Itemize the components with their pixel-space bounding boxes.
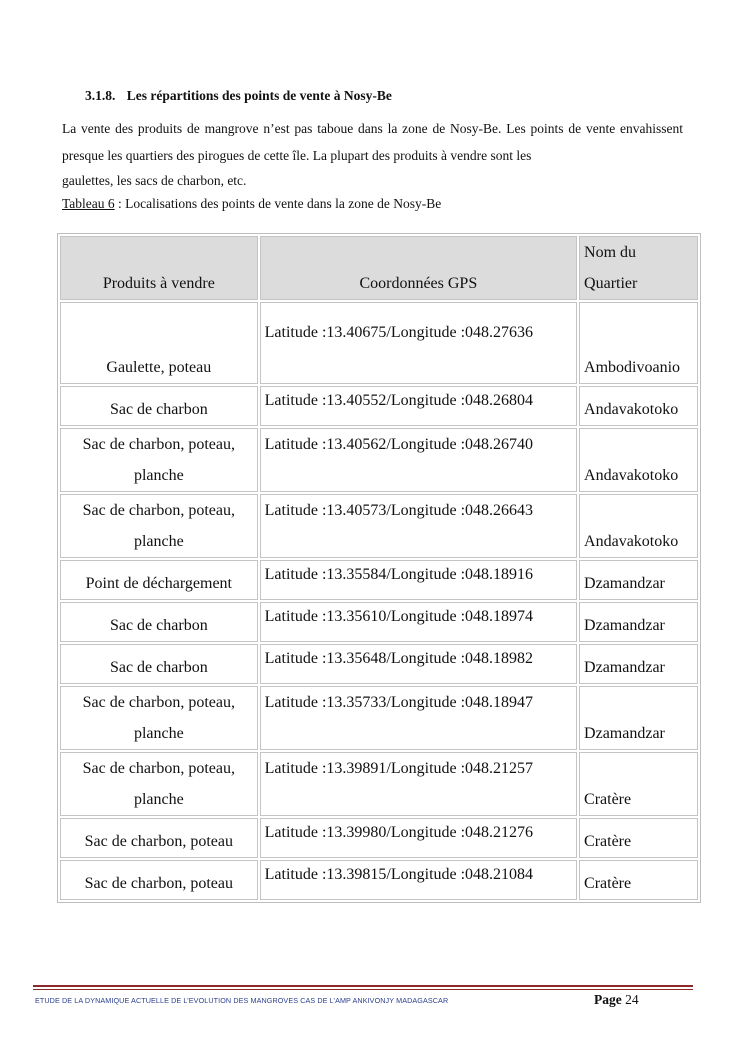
footer-rule-thin xyxy=(33,989,693,990)
cell-gps: Latitude :13.40552/Longitude :048.26804 xyxy=(260,386,577,426)
table-ref: Tableau 6 xyxy=(62,196,115,211)
cell-product: Sac de charbon, poteau xyxy=(60,818,258,858)
cell-product: Gaulette, poteau xyxy=(60,302,258,384)
header-product: Produits à vendre xyxy=(60,236,258,300)
cell-gps: Latitude :13.39980/Longitude :048.21276 xyxy=(260,818,577,858)
header-gps: Coordonnées GPS xyxy=(260,236,577,300)
cell-gps: Latitude :13.39891/Longitude :048.21257 xyxy=(260,752,577,816)
cell-product: Sac de charbon, poteau, planche xyxy=(60,752,258,816)
table-row xyxy=(60,386,698,426)
table-row xyxy=(60,644,698,684)
footer-rule-thick xyxy=(33,985,693,987)
cell-district: Ambodivoanio xyxy=(579,302,698,384)
cell-district: Dzamandzar xyxy=(579,686,698,750)
section-number: 3.1.8. xyxy=(85,88,116,103)
cell-product: Sac de charbon, poteau xyxy=(60,860,258,900)
cell-gps: Latitude :13.40562/Longitude :048.26740 xyxy=(260,428,577,492)
table-row xyxy=(60,860,698,900)
cell-district: Dzamandzar xyxy=(579,602,698,642)
cell-district: Cratère xyxy=(579,752,698,816)
cell-gps: Latitude :13.40573/Longitude :048.26643 xyxy=(260,494,577,558)
cell-district: Andavakotoko xyxy=(579,386,698,426)
section-title: Les répartitions des points de vente à Nosy-Be xyxy=(126,88,392,103)
cell-gps: Latitude :13.40675/Longitude :048.27636 xyxy=(260,302,577,384)
table-row xyxy=(60,428,698,492)
paragraph-body: La vente des produits de mangrove n’est pas taboue dans la zone de Nosy-Be. Les points de vente envahissent presque les quartiers des pirogues de cette île. La plupart des produits à vendre sont les xyxy=(62,121,683,163)
table-row xyxy=(60,302,698,384)
cell-product: Sac de charbon, poteau, planche xyxy=(60,686,258,750)
footer-title: ETUDE DE LA DYNAMIQUE ACTUELLE DE L’EVOLUTION DES MANGROVES CAS DE L’AMP ANKIVONJY MADAGASCAR xyxy=(35,996,449,1005)
page-number xyxy=(594,992,639,1008)
cell-district: Andavakotoko xyxy=(579,494,698,558)
table-row xyxy=(60,602,698,642)
page-label: Page xyxy=(594,992,622,1007)
table-row xyxy=(60,560,698,600)
table-row xyxy=(60,494,698,558)
cell-district: Dzamandzar xyxy=(579,644,698,684)
cell-district: Cratère xyxy=(579,860,698,900)
cell-gps: Latitude :13.39815/Longitude :048.21084 xyxy=(260,860,577,900)
cell-product: Sac de charbon xyxy=(60,644,258,684)
cell-gps: Latitude :13.35584/Longitude :048.18916 xyxy=(260,560,577,600)
paragraph-last-line: gaulettes, les sacs de charbon, etc. xyxy=(62,173,247,188)
table-header-row xyxy=(60,236,698,300)
header-district: Nom du Quartier xyxy=(579,236,698,300)
cell-product: Sac de charbon xyxy=(60,602,258,642)
table-row xyxy=(60,686,698,750)
cell-district: Andavakotoko xyxy=(579,428,698,492)
cell-gps: Latitude :13.35733/Longitude :048.18947 xyxy=(260,686,577,750)
section-heading xyxy=(85,88,392,104)
table-row xyxy=(60,818,698,858)
cell-product: Sac de charbon, poteau, planche xyxy=(60,428,258,492)
page-value: 24 xyxy=(625,992,639,1007)
cell-product: Sac de charbon xyxy=(60,386,258,426)
cell-product: Sac de charbon, poteau, planche xyxy=(60,494,258,558)
cell-gps: Latitude :13.35648/Longitude :048.18982 xyxy=(260,644,577,684)
caption-text: : Localisations des points de vente dans la zone de Nosy-Be xyxy=(114,196,442,211)
cell-gps: Latitude :13.35610/Longitude :048.18974 xyxy=(260,602,577,642)
sales-points-table xyxy=(57,233,701,903)
cell-product: Point de déchargement xyxy=(60,560,258,600)
table-caption xyxy=(62,196,441,212)
table-row xyxy=(60,752,698,816)
cell-district: Dzamandzar xyxy=(579,560,698,600)
cell-district: Cratère xyxy=(579,818,698,858)
